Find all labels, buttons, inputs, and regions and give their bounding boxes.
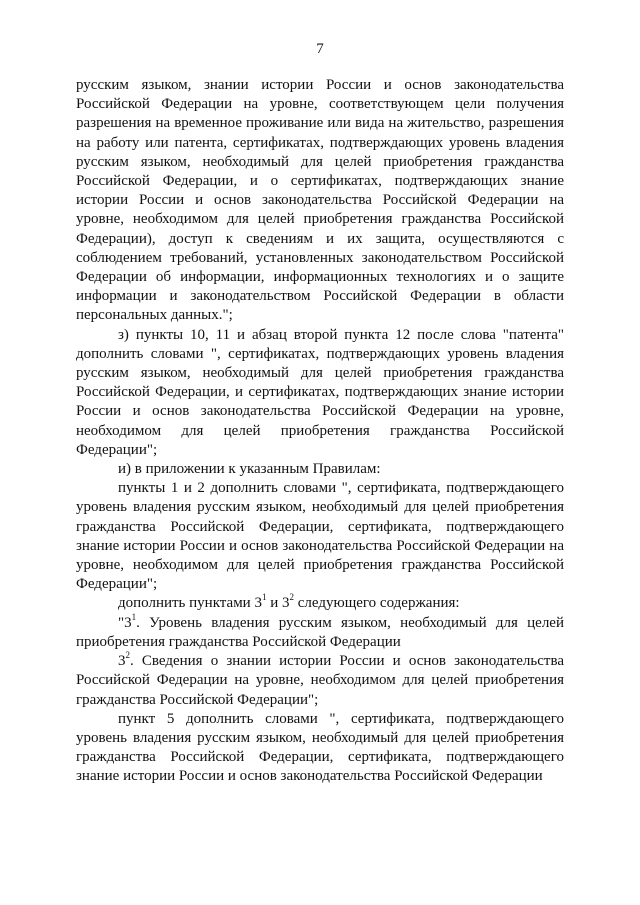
paragraph: пункты 1 и 2 дополнить словами ", сертификата, подтверждающего уровень владения русским языком, необходимый для целей приобретения гражданства Российской Федерации, сертификата, подтверждающего знание истории России и основ законодательства Российской Федерации на уровне, необходимом для целей приобретения гражданства Российской Федерации"; xyxy=(76,480,564,593)
paragraph-text: . Сведения о знании истории России и основ законодательства Российской Федерации на уровне, необходимом для целей приобретения гражданства Российской Федерации"; xyxy=(76,653,564,708)
superscript-number: 1 xyxy=(131,611,137,622)
paragraph-with-superscript xyxy=(76,611,564,652)
paragraph-text: "3 xyxy=(118,614,132,631)
superscript-number: 2 xyxy=(289,592,294,603)
page-number: 7 xyxy=(316,41,324,57)
paragraph-text: 3 xyxy=(118,653,126,670)
superscript-number: 1 xyxy=(261,592,267,603)
paragraph: русским языком, знании истории России и основ законодательства Российской Федерации на уровне, соответствующем цели получения разрешения на временное проживание или вида на жительство, разрешения на работу или патента, сертификатах, подтверждающих уровень владения русским языком, необходимый для целей приобретения гражданства Российской Федерации, и о сертификатах, подтверждающих знание истории России и основ законодательства Российской Федерации на уровне, необходимом для целей приобретения гражданства Российской Федерации), доступ к сведениям и их защита, осуществляются с соблюдением требований, установленных законодательством Российской Федерации об информации, информационных технологиях и о защите информации и законодательством Российской Федерации в области персональных данных."; xyxy=(76,77,564,324)
paragraph-text: дополнить пунктами 3 xyxy=(118,595,262,612)
paragraph: з) пункты 10, 11 и абзац второй пункта 12 после слова "патента" дополнить словами ", сертификатах, подтверждающих уровень владения русским языком, необходимый для целей приобретения гражданства Российской Федерации, и сертификатах, подтверждающих знание истории России и основ законодательства Российской Федерации на уровне, необходимом для целей приобретения гражданства Российской Федерации"; xyxy=(76,326,564,458)
document-body xyxy=(76,76,564,787)
paragraph-text: и 3 xyxy=(266,595,290,612)
paragraph-with-superscripts xyxy=(76,594,564,613)
paragraph-with-superscript xyxy=(76,652,564,710)
paragraph: и) в приложении к указанным Правилам: xyxy=(118,461,381,478)
paragraph-text: . Уровень владения русским языком, необходимый для целей приобретения гражданства Российской Федерации xyxy=(76,614,564,650)
superscript-number: 2 xyxy=(125,650,130,661)
paragraph: пункт 5 дополнить словами ", сертификата, подтверждающего уровень владения русским языком, необходимый для целей приобретения гражданства Российской Федерации, сертификата, подтверждающего знание истории России и основ законодательства Российской Федерации xyxy=(76,710,564,785)
paragraph-text: следующего содержания: xyxy=(294,595,460,612)
